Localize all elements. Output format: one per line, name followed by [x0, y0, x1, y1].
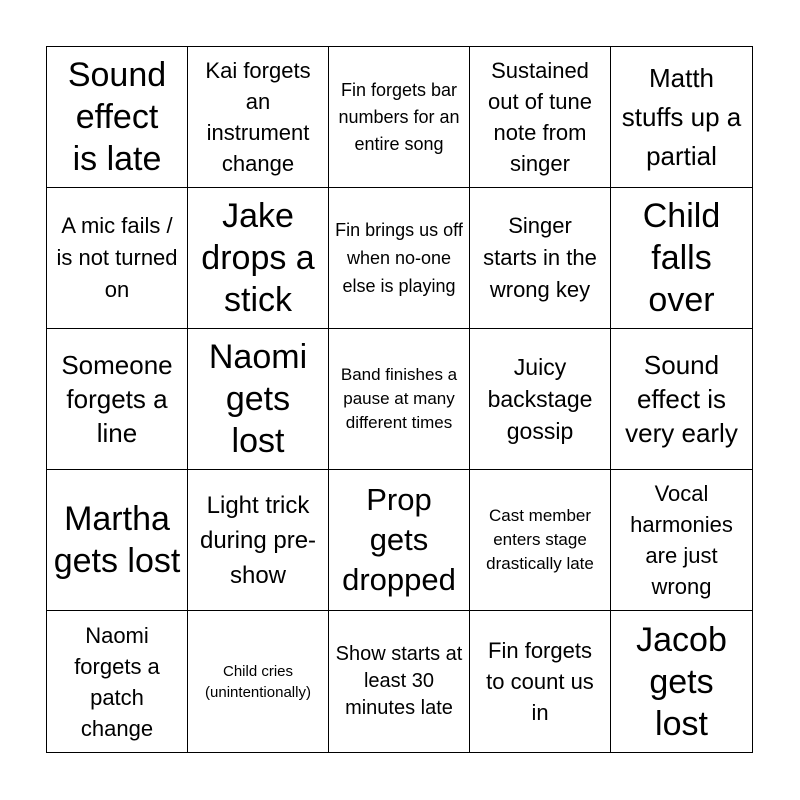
bingo-cell[interactable]	[329, 329, 470, 470]
cell-label: Fin forgets bar numbers for an entire song	[338, 79, 460, 154]
bingo-cell[interactable]	[329, 470, 470, 611]
bingo-cell[interactable]	[47, 611, 188, 752]
cell-label: Kai forgets an instrument change	[205, 58, 311, 176]
bingo-cell[interactable]	[329, 611, 470, 752]
cell-label: Show starts at least 30 minutes late	[335, 643, 463, 719]
cell-label: Band finishes a pause at many different times	[340, 365, 458, 432]
cell-label: Singer starts in the wrong key	[483, 213, 597, 302]
cell-label: Jake drops a stick	[201, 197, 315, 319]
bingo-cell[interactable]	[470, 188, 611, 329]
cell-label: Matth stuffs up a partial	[621, 62, 742, 171]
bingo-cell[interactable]	[470, 47, 611, 188]
bingo-board	[46, 46, 753, 753]
bingo-cell[interactable]	[611, 188, 752, 329]
cell-label: Light trick during pre-show	[199, 491, 317, 589]
cell-label: Someone forgets a line	[61, 350, 173, 448]
cell-label: Fin forgets to count us in	[486, 638, 594, 725]
bingo-cell[interactable]	[188, 611, 329, 752]
cell-label: Jacob gets lost	[636, 620, 727, 743]
bingo-cell[interactable]	[470, 611, 611, 752]
bingo-cell[interactable]	[188, 470, 329, 611]
cell-label: Sound effect is very early	[625, 350, 738, 448]
bingo-cell[interactable]	[47, 329, 188, 470]
cell-label: Child cries (unintentionally)	[205, 662, 311, 701]
bingo-cell[interactable]	[329, 47, 470, 188]
bingo-cell[interactable]	[188, 47, 329, 188]
cell-label: Sustained out of tune note from singer	[488, 58, 592, 176]
cell-label: Martha gets lost	[53, 500, 181, 580]
bingo-cell[interactable]	[611, 329, 752, 470]
bingo-cell[interactable]	[47, 47, 188, 188]
bingo-cell[interactable]	[611, 47, 752, 188]
bingo-cell[interactable]	[188, 188, 329, 329]
bingo-cell[interactable]	[470, 329, 611, 470]
bingo-cell[interactable]	[47, 188, 188, 329]
cell-label: Sound effect is late	[67, 56, 167, 178]
cell-label: Vocal harmonies are just wrong	[630, 481, 733, 599]
cell-label: Prop gets dropped	[342, 482, 456, 597]
bingo-cell[interactable]	[611, 611, 752, 752]
cell-label: Naomi gets lost	[208, 338, 308, 460]
cell-label: Child falls over	[642, 197, 721, 319]
bingo-cell[interactable]	[611, 470, 752, 611]
cell-label: Juicy backstage gossip	[487, 354, 593, 444]
bingo-cell[interactable]	[470, 470, 611, 611]
bingo-cell[interactable]	[329, 188, 470, 329]
cell-label: Cast member enters stage drastically late	[486, 506, 594, 573]
bingo-cell[interactable]	[47, 470, 188, 611]
cell-label: Fin brings us off when no-one else is playing	[335, 220, 463, 296]
cell-label: Naomi forgets a patch change	[74, 622, 160, 741]
bingo-cell[interactable]	[188, 329, 329, 470]
cell-label: A mic fails / is not turned on	[56, 213, 178, 302]
